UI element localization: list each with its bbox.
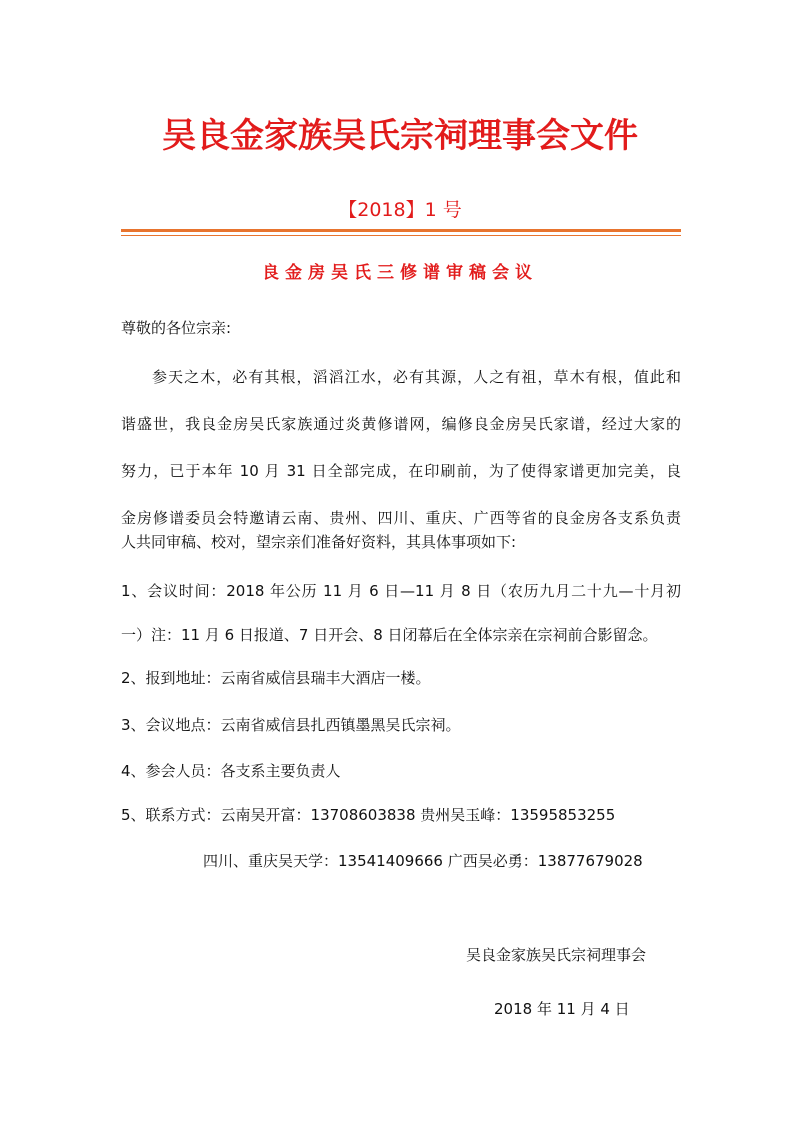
header-divider-thin xyxy=(121,235,681,236)
item-5-contacts-line-1: 5、联系方式：云南吴开富：13708603838 贵州吴玉峰：13595853255 xyxy=(121,806,616,824)
document-number: 【2018】1 号 xyxy=(338,199,462,221)
greeting: 尊敬的各位宗亲: xyxy=(121,319,232,337)
header-divider-thick xyxy=(121,229,681,232)
item-2-address: 2、报到地址：云南省威信县瑞丰大酒店一楼。 xyxy=(121,669,431,687)
body-line-2: 谐盛世，我良金房吴氏家族通过炎黄修谱网，编修良金房吴氏家谱，经过大家的 xyxy=(121,415,681,433)
body-line-3: 努力，已于本年 10 月 31 日全部完成，在印刷前，为了使得家谱更加完美，良 xyxy=(121,462,681,480)
document-title: 吴良金家族吴氏宗祠理事会文件 xyxy=(162,116,638,156)
signature-organization: 吴良金家族吴氏宗祠理事会 xyxy=(466,946,647,964)
body-line-4: 金房修谱委员会特邀请云南、贵州、四川、重庆、广西等省的良金房各支系负责 xyxy=(121,509,681,527)
item-5-contacts-line-2: 四川、重庆吴天学：13541409666 广西吴必勇：13877679028 xyxy=(203,852,643,870)
item-4-attendees: 4、参会人员：各支系主要负责人 xyxy=(121,762,341,780)
item-3-venue: 3、会议地点：云南省威信县扎西镇墨黑吴氏宗祠。 xyxy=(121,716,461,734)
body-line-1: 参天之木，必有其根，滔滔江水，必有其源，人之有祖，草木有根，值此和 xyxy=(152,368,681,386)
body-line-5: 人共同审稿、校对，望宗亲们准备好资料，其具体事项如下: xyxy=(121,533,517,551)
signature-date: 2018 年 11 月 4 日 xyxy=(494,1000,630,1018)
meeting-subject: 良金房吴氏三修谱审稿会议 xyxy=(262,263,538,283)
item-1-line-2: 一）注：11 月 6 日报道、7 日开会、8 日闭幕后在全体宗亲在宗祠前合影留念。 xyxy=(121,626,658,644)
item-1-line-1: 1、会议时间：2018 年公历 11 月 6 日—11 月 8 日（农历九月二十九—十月初 xyxy=(121,582,681,600)
